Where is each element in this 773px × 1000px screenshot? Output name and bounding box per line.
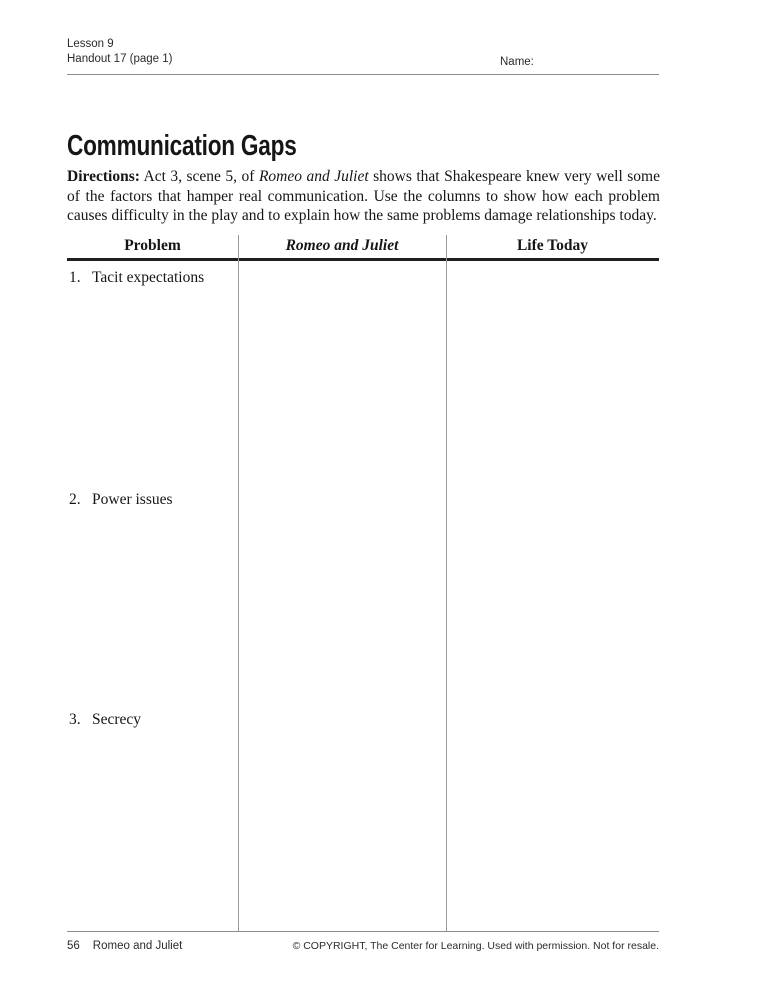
worksheet-table bbox=[67, 235, 659, 931]
column-header-problem: Problem bbox=[124, 237, 181, 254]
table-row bbox=[69, 491, 173, 509]
table-header-row bbox=[67, 237, 659, 255]
name-label: Name: bbox=[500, 56, 534, 68]
page-title: Communication Gaps bbox=[67, 130, 297, 162]
directions-play-title: Romeo and Juliet bbox=[258, 168, 369, 185]
footer-rule bbox=[67, 931, 659, 932]
header-left-block bbox=[67, 37, 173, 67]
column-header-life-today: Life Today bbox=[516, 237, 589, 254]
table-header-rule bbox=[67, 258, 659, 261]
row-label: Tacit expectations bbox=[92, 269, 205, 286]
column-divider-2 bbox=[446, 235, 447, 931]
lesson-label: Lesson 9 bbox=[67, 38, 114, 50]
row-number: 3. bbox=[69, 711, 81, 728]
header-rule bbox=[67, 74, 659, 75]
row-label: Secrecy bbox=[92, 711, 142, 728]
row-number: 1. bbox=[69, 269, 81, 286]
directions-text-1: Act 3, scene 5, of bbox=[143, 168, 255, 185]
row-number: 2. bbox=[69, 491, 81, 508]
table-row bbox=[69, 711, 141, 729]
book-title: Romeo and Juliet bbox=[92, 940, 183, 952]
table-row bbox=[69, 269, 204, 287]
column-header-romeo-and-juliet: Romeo and Juliet bbox=[285, 237, 399, 254]
directions-text-2: shows that Shakespeare knew very well some of the factors that hamper real communication. Use the columns to show how each problem causes difficulty in the play and to explain how the same problems damage relationships today. bbox=[67, 168, 660, 225]
handout-label: Handout 17 (page 1) bbox=[67, 53, 173, 65]
directions-paragraph bbox=[67, 167, 660, 226]
directions-label: Directions: bbox=[67, 168, 140, 185]
footer bbox=[67, 940, 659, 952]
copyright-notice: © COPYRIGHT, The Center for Learning. Used with permission. Not for resale. bbox=[292, 940, 659, 952]
column-divider-1 bbox=[238, 235, 239, 931]
row-label: Power issues bbox=[92, 491, 173, 508]
page-number: 56 bbox=[67, 940, 80, 952]
footer-left bbox=[67, 940, 182, 952]
